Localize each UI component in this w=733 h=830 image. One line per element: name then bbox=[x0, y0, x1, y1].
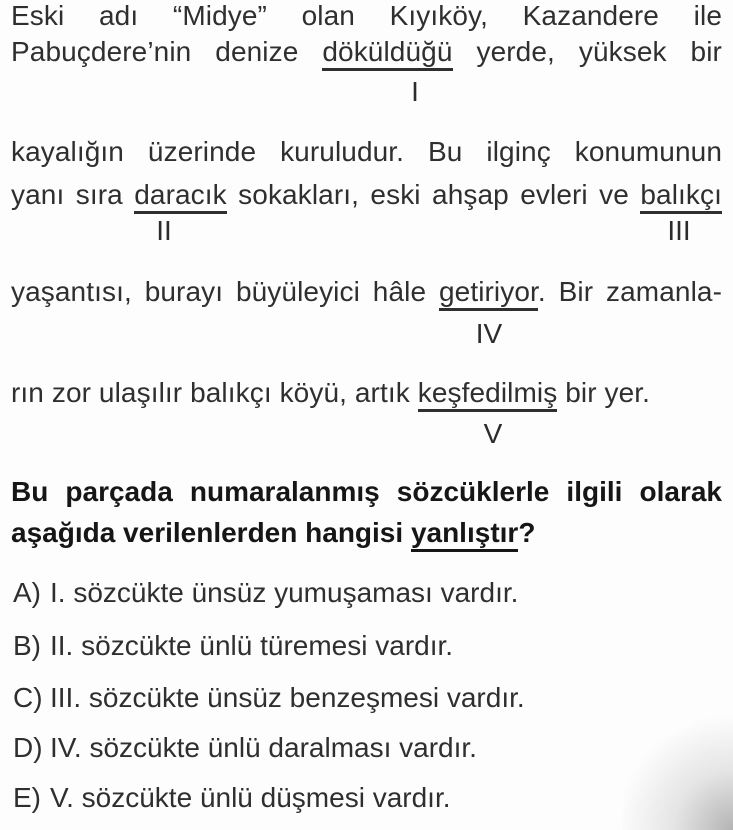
passage-line-5 bbox=[11, 277, 722, 307]
passage-text: yaşantısı, burayı büyüleyici hâle bbox=[11, 276, 439, 307]
option-d-letter: D) bbox=[13, 732, 43, 763]
passage-text: bir yer. bbox=[557, 377, 651, 408]
question-text: Bu parçada numaralanmış sözcüklerle ilgili olarak bbox=[11, 476, 722, 507]
passage-text: rın zor ulaşılır balıkçı köyü, artık bbox=[11, 377, 418, 408]
passage-text: yanı sıra bbox=[11, 179, 135, 210]
option-b-letter: B) bbox=[13, 630, 41, 661]
question-stem-line-1 bbox=[11, 477, 722, 507]
passage-text: sokakları, eski ahşap evleri ve bbox=[226, 179, 641, 210]
option-e-text: V. sözcükte ünlü düşmesi vardır. bbox=[50, 782, 451, 813]
underlined-word-2: daracık bbox=[134, 179, 227, 214]
numeral-V: V bbox=[483, 418, 503, 449]
option-a-letter: A) bbox=[13, 577, 41, 608]
question-keyword-underlined: yanlıştır bbox=[411, 517, 518, 552]
passage-text: kayalığın üzerinde kuruludur. Bu ilginç konumunun bbox=[11, 136, 722, 167]
passage-text: . Bir zamanla- bbox=[537, 276, 722, 307]
numeral-I: I bbox=[411, 76, 419, 107]
passage-line-4 bbox=[11, 180, 722, 210]
question-text: ? bbox=[518, 517, 536, 548]
option-c-letter: C) bbox=[13, 682, 43, 713]
option-b[interactable] bbox=[13, 631, 722, 661]
numeral-II: II bbox=[156, 215, 172, 246]
option-e-letter: E) bbox=[13, 782, 41, 813]
option-e[interactable] bbox=[13, 783, 722, 813]
underlined-word-5: keşfedilmiş bbox=[418, 377, 558, 412]
option-a-text: I. sözcükte ünsüz yumuşaması vardır. bbox=[50, 577, 519, 608]
underlined-word-3: balıkçı bbox=[640, 179, 722, 214]
numeral-III: III bbox=[667, 215, 691, 246]
passage-text: Pabuçdere’nin denize bbox=[11, 36, 323, 67]
passage-text: yerde, yüksek bir bbox=[452, 36, 722, 67]
passage-line-1 bbox=[11, 1, 722, 31]
option-b-text: II. sözcükte ünlü türemesi vardır. bbox=[50, 630, 454, 661]
option-d[interactable] bbox=[13, 733, 722, 763]
underlined-word-1: döküldüğü bbox=[322, 36, 452, 71]
passage-line-2 bbox=[11, 37, 722, 67]
option-d-text: IV. sözcükte ünlü daralması vardır. bbox=[50, 732, 477, 763]
underlined-word-4: getiriyor bbox=[439, 276, 538, 311]
option-c-text: III. sözcükte ünsüz benzeşmesi vardır. bbox=[50, 682, 525, 713]
passage-text: Eski adı “Midye” olan Kıyıköy, Kazandere ile bbox=[11, 0, 722, 31]
passage-line-6 bbox=[11, 378, 722, 408]
passage-line-3 bbox=[11, 137, 722, 167]
option-c[interactable] bbox=[13, 683, 722, 713]
numeral-IV: IV bbox=[475, 318, 503, 349]
question-text: aşağıda verilenlerden hangisi bbox=[11, 517, 411, 548]
question-stem-line-2 bbox=[11, 518, 722, 548]
option-a[interactable] bbox=[13, 578, 722, 608]
